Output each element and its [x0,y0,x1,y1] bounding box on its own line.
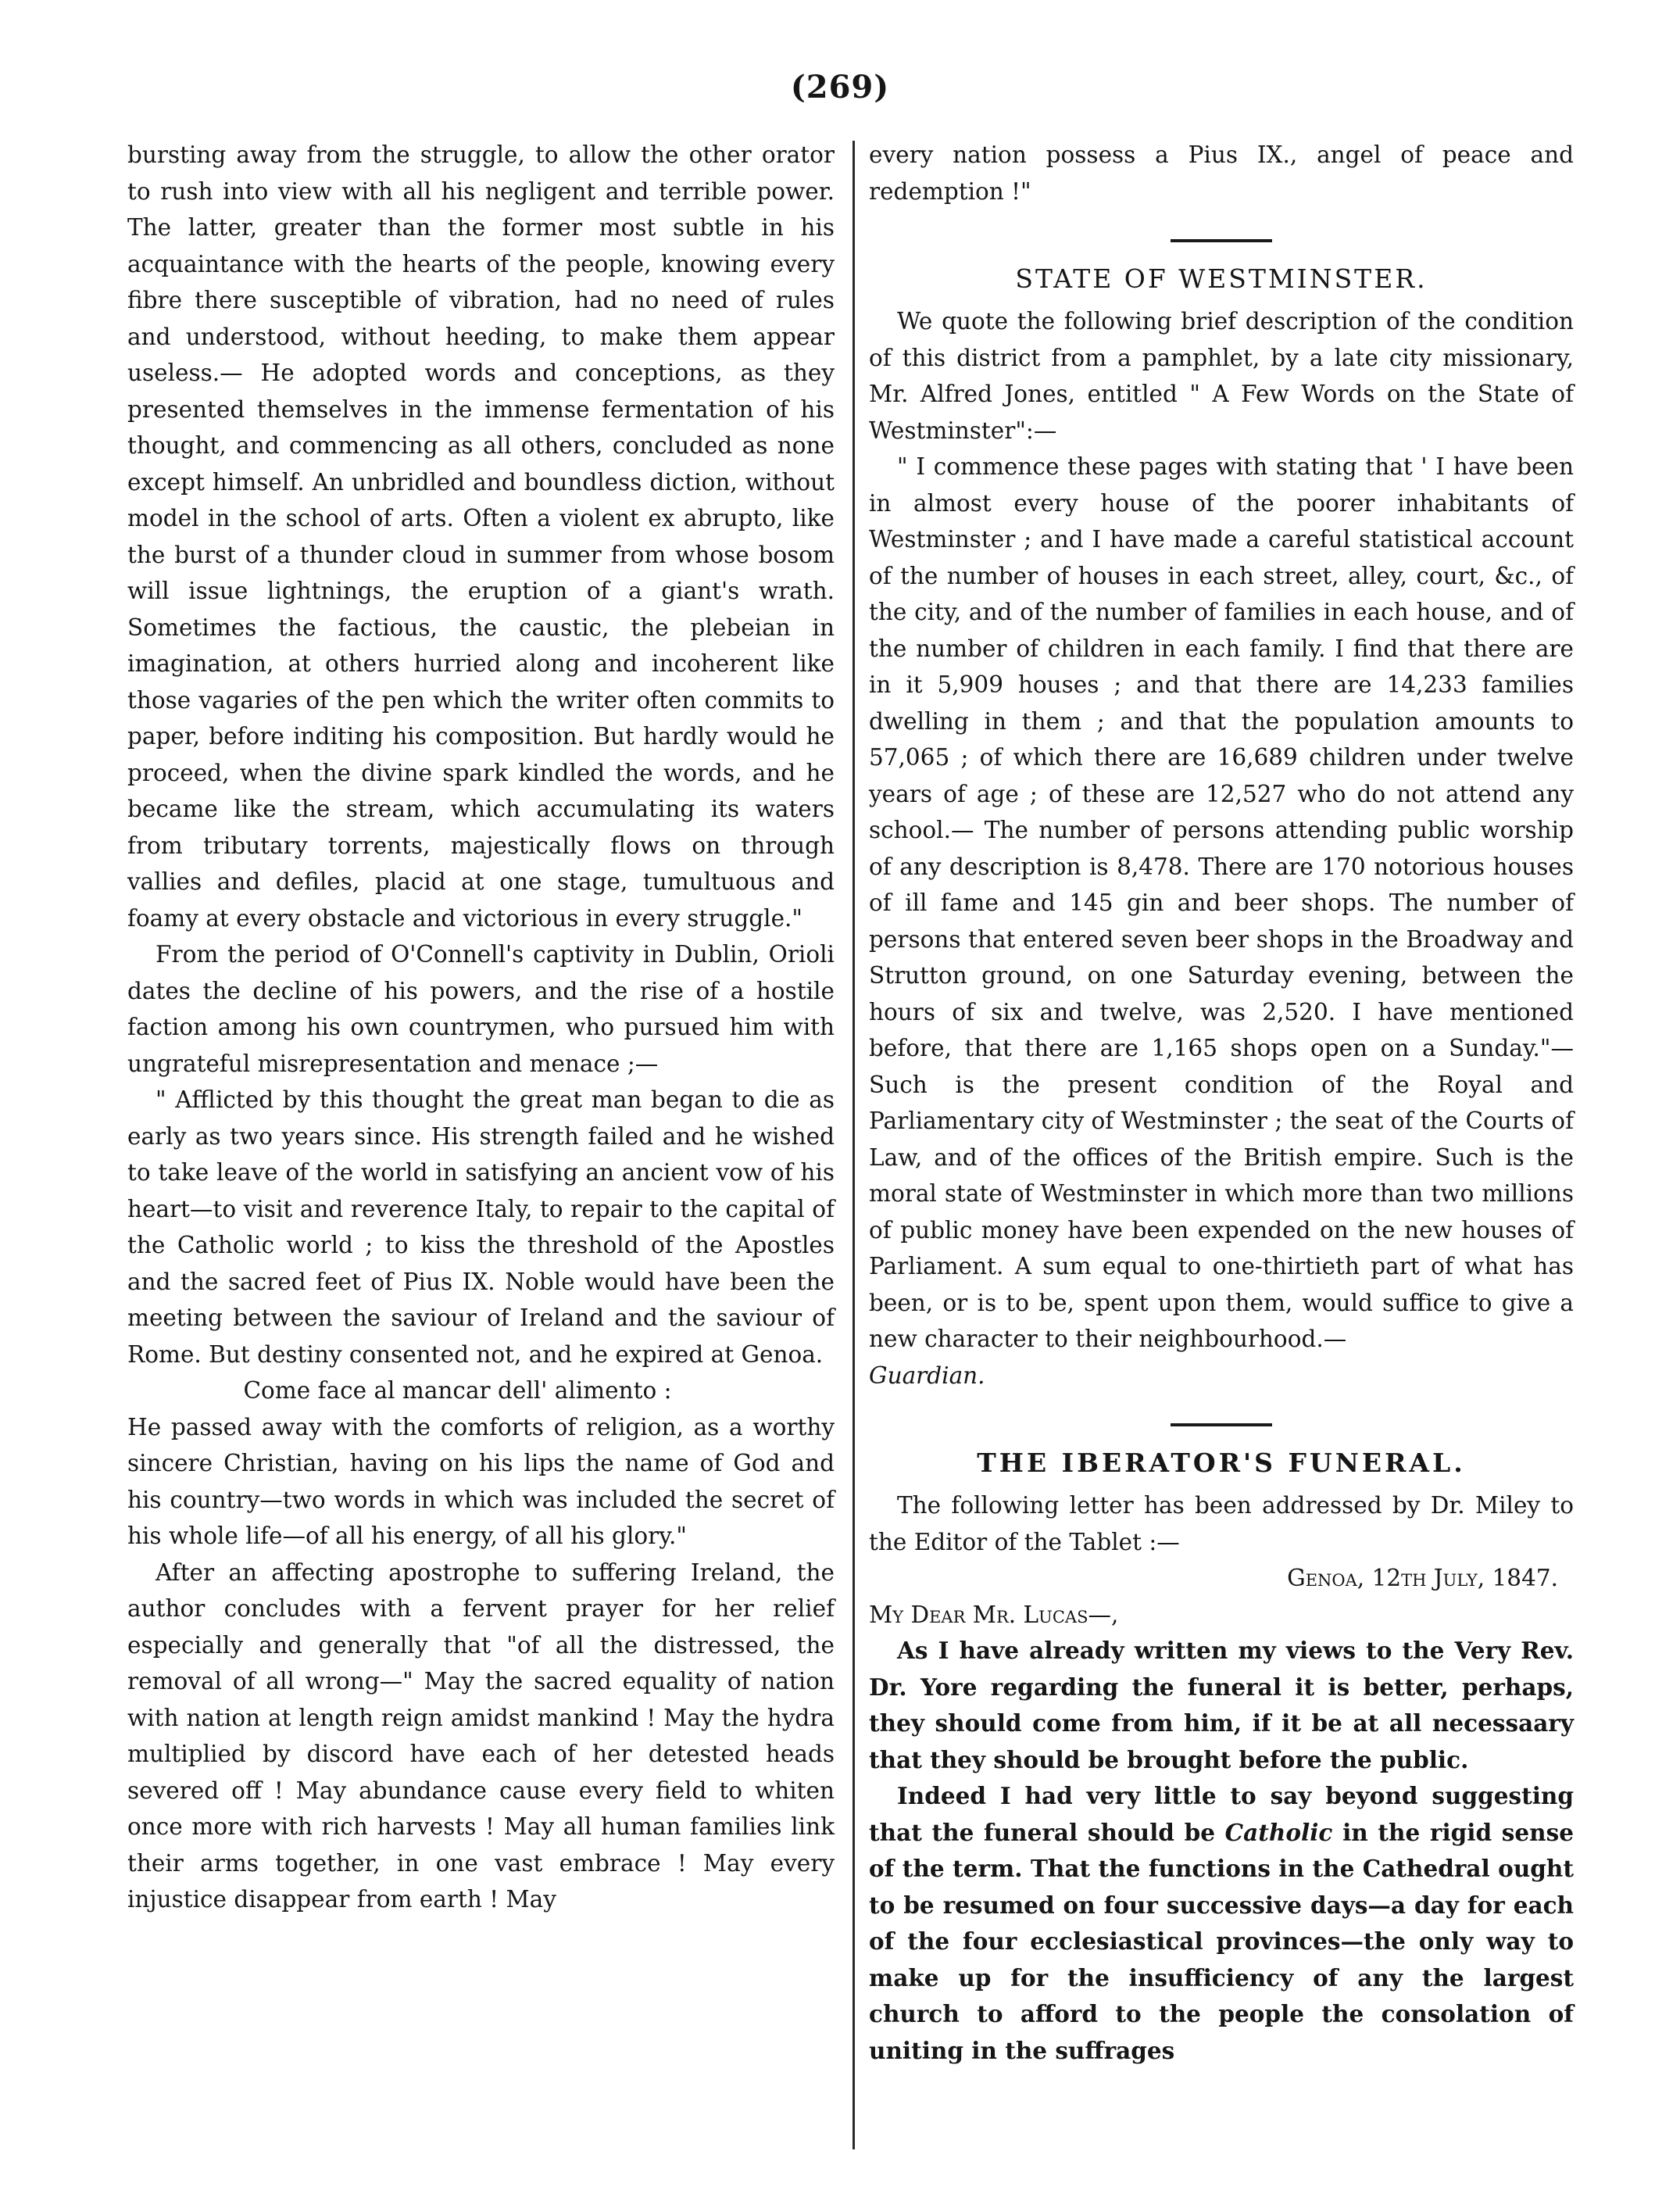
right-column [869,137,1574,2069]
paragraph: " I commence these pages with stating that ' I have been in almost every house of the poorer inhabitants of Westminster ; and I have made a careful statistical account of the number of houses in each street, alley, court, &c., of the city, and of the number of families in each house, and of the number of children in each family. I find that there are in it 5,909 houses ; and that there are 14,233 families dwelling in them ; and that the population amounts to 57,065 ; of which there are 16,689 children under twelve years of age ; of these are 12,527 who do not attend any school.— The number of persons attending public worship of any description is 8,478. There are 170 notorious houses of ill fame and 145 gin and beer shops. The number of persons that entered seven beer shops in the Broadway and Strutton ground, on one Saturday evening, between the hours of six and twelve, was 2,520. I have mentioned before, that there are 1,165 shops open on a Sunday."— Such is the present condition of the Royal and Parliamentary city of Westminster ; the seat of the Courts of Law, and of the offices of the British empire. Such is the moral state of Westminster in which more than two millions of public money have been expended on the new houses of Parliament. A sum equal to one-thirtieth part of what has been, or is to be, spent upon them, would suffice to give a new character to their neighbourhood.— [869,453,1574,1352]
text-run: in the rigid sense of the term. That the functions in the Cathedral ought to be resumed on four successive days—a day for each of the four ecclesiastical provinces—the only way to make up for the insufficiency of any the largest church to afford to the people the consolation of uniting in the suffrages [869,1818,1574,2064]
paragraph: He passed away with the comforts of religion, as a worthy sincere Christian, having on his lips the name of God and his country—two words in which was included the secret of his whole life—of all his energy, of all his glory." [127,1413,835,1549]
section-heading: STATE OF WESTMINSTER. [1015,263,1428,294]
paragraph: From the period of O'Connell's captivity in Dublin, Orioli dates the decline of his powers, and the rise of a hostile faction among his own countrymen, who pursued him with ungrateful misrepresentation and menace ;— [127,941,835,1077]
paragraph: We quote the following brief description of the condition of this district from a pamphlet, by a late city missionary, Mr. Alfred Jones, entitled " A Few Words on the State of Westminster":— [869,308,1574,444]
left-column [127,137,835,1918]
paragraph: bursting away from the struggle, to allow the other orator to rush into view with all his negligent and terrible power. The latter, greater than the former most subtle in his acquaintance with the hearts of the people, knowing every fibre there susceptible of vibration, had no need of rules and understood, without heeding, to make them appear useless.— He adopted words and conceptions, as they presented themselves in the immense fermentation of his thought, and commencing as all others, concluded as none except himself. An unbridled and boundless diction, without model in the school of arts. Often a violent ex abrupto, like the burst of a thunder cloud in summer from whose bosom will issue lightnings, the eruption of a giant's wrath. Sometimes the factious, the caustic, the plebeian in imagination, at others hurried along and incoherent like those vagaries of the pen which the writer often commits to paper, before inditing his composition. But hardly would he proceed, when the divine spark kindled the words, and he became like the stream, which accumulating its waters from tributary torrents, majestically flows on through vallies and defiles, placid at one stage, tumultuous and foamy at every obstacle and victorious in every struggle." [127,141,835,932]
poem-line: Come face al mancar dell' alimento : [243,1377,672,1404]
column-rule [853,141,855,2149]
paragraph [869,1778,1574,2069]
section-rule [1171,239,1272,242]
paragraph: every nation possess a Pius IX., angel of peace and redemption !" [869,141,1574,205]
salutation: My Dear Mr. Lucas—, [869,1601,1119,1628]
italic-word: Catholic [1224,1818,1333,1846]
section-rule [1171,1423,1272,1426]
paragraph: After an affecting apostrophe to suffering Ireland, the author concludes with a fervent prayer for her relief especially and generally that "of all the distressed, the removal of all wrong—" May the sacred equality of nation with nation at length reign amidst mankind ! May the hydra multiplied by discord have each of her detested heads severed off ! May abundance cause every field to whiten once more with rich harvests ! May all human families link their arms together, in one vast embrace ! May every injustice disappear from earth ! May [127,1558,835,1913]
paragraph: As I have already written my views to the Very Rev. Dr. Yore regarding the funeral it is better, perhaps, they should come from him, if it be at all necessaary that they should be brought before the public. [869,1637,1574,1773]
dateline: Genoa, 12th July, 1847. [1287,1565,1558,1591]
source-credit: Guardian. [869,1362,985,1389]
page-number: (269) [790,69,890,106]
text-run: Indeed I had very little to say beyond suggesting that the funeral should be [869,1782,1574,1846]
section-heading: THE IBERATOR'S FUNERAL. [977,1448,1466,1478]
paragraph: The following letter has been addressed by Dr. Miley to the Editor of the Tablet :— [869,1492,1574,1555]
paragraph: " Afflicted by this thought the great man began to die as early as two years since. His strength failed and he wished to take leave of the world in satisfying an ancient vow of his heart—to visit and reverence Italy, to repair to the capital of the Catholic world ; to kiss the threshold of the Apostles and the sacred feet of Pius IX. Noble would have been the meeting between the saviour of Ireland and the saviour of Rome. But destiny consented not, and he expired at Genoa. [127,1086,835,1368]
